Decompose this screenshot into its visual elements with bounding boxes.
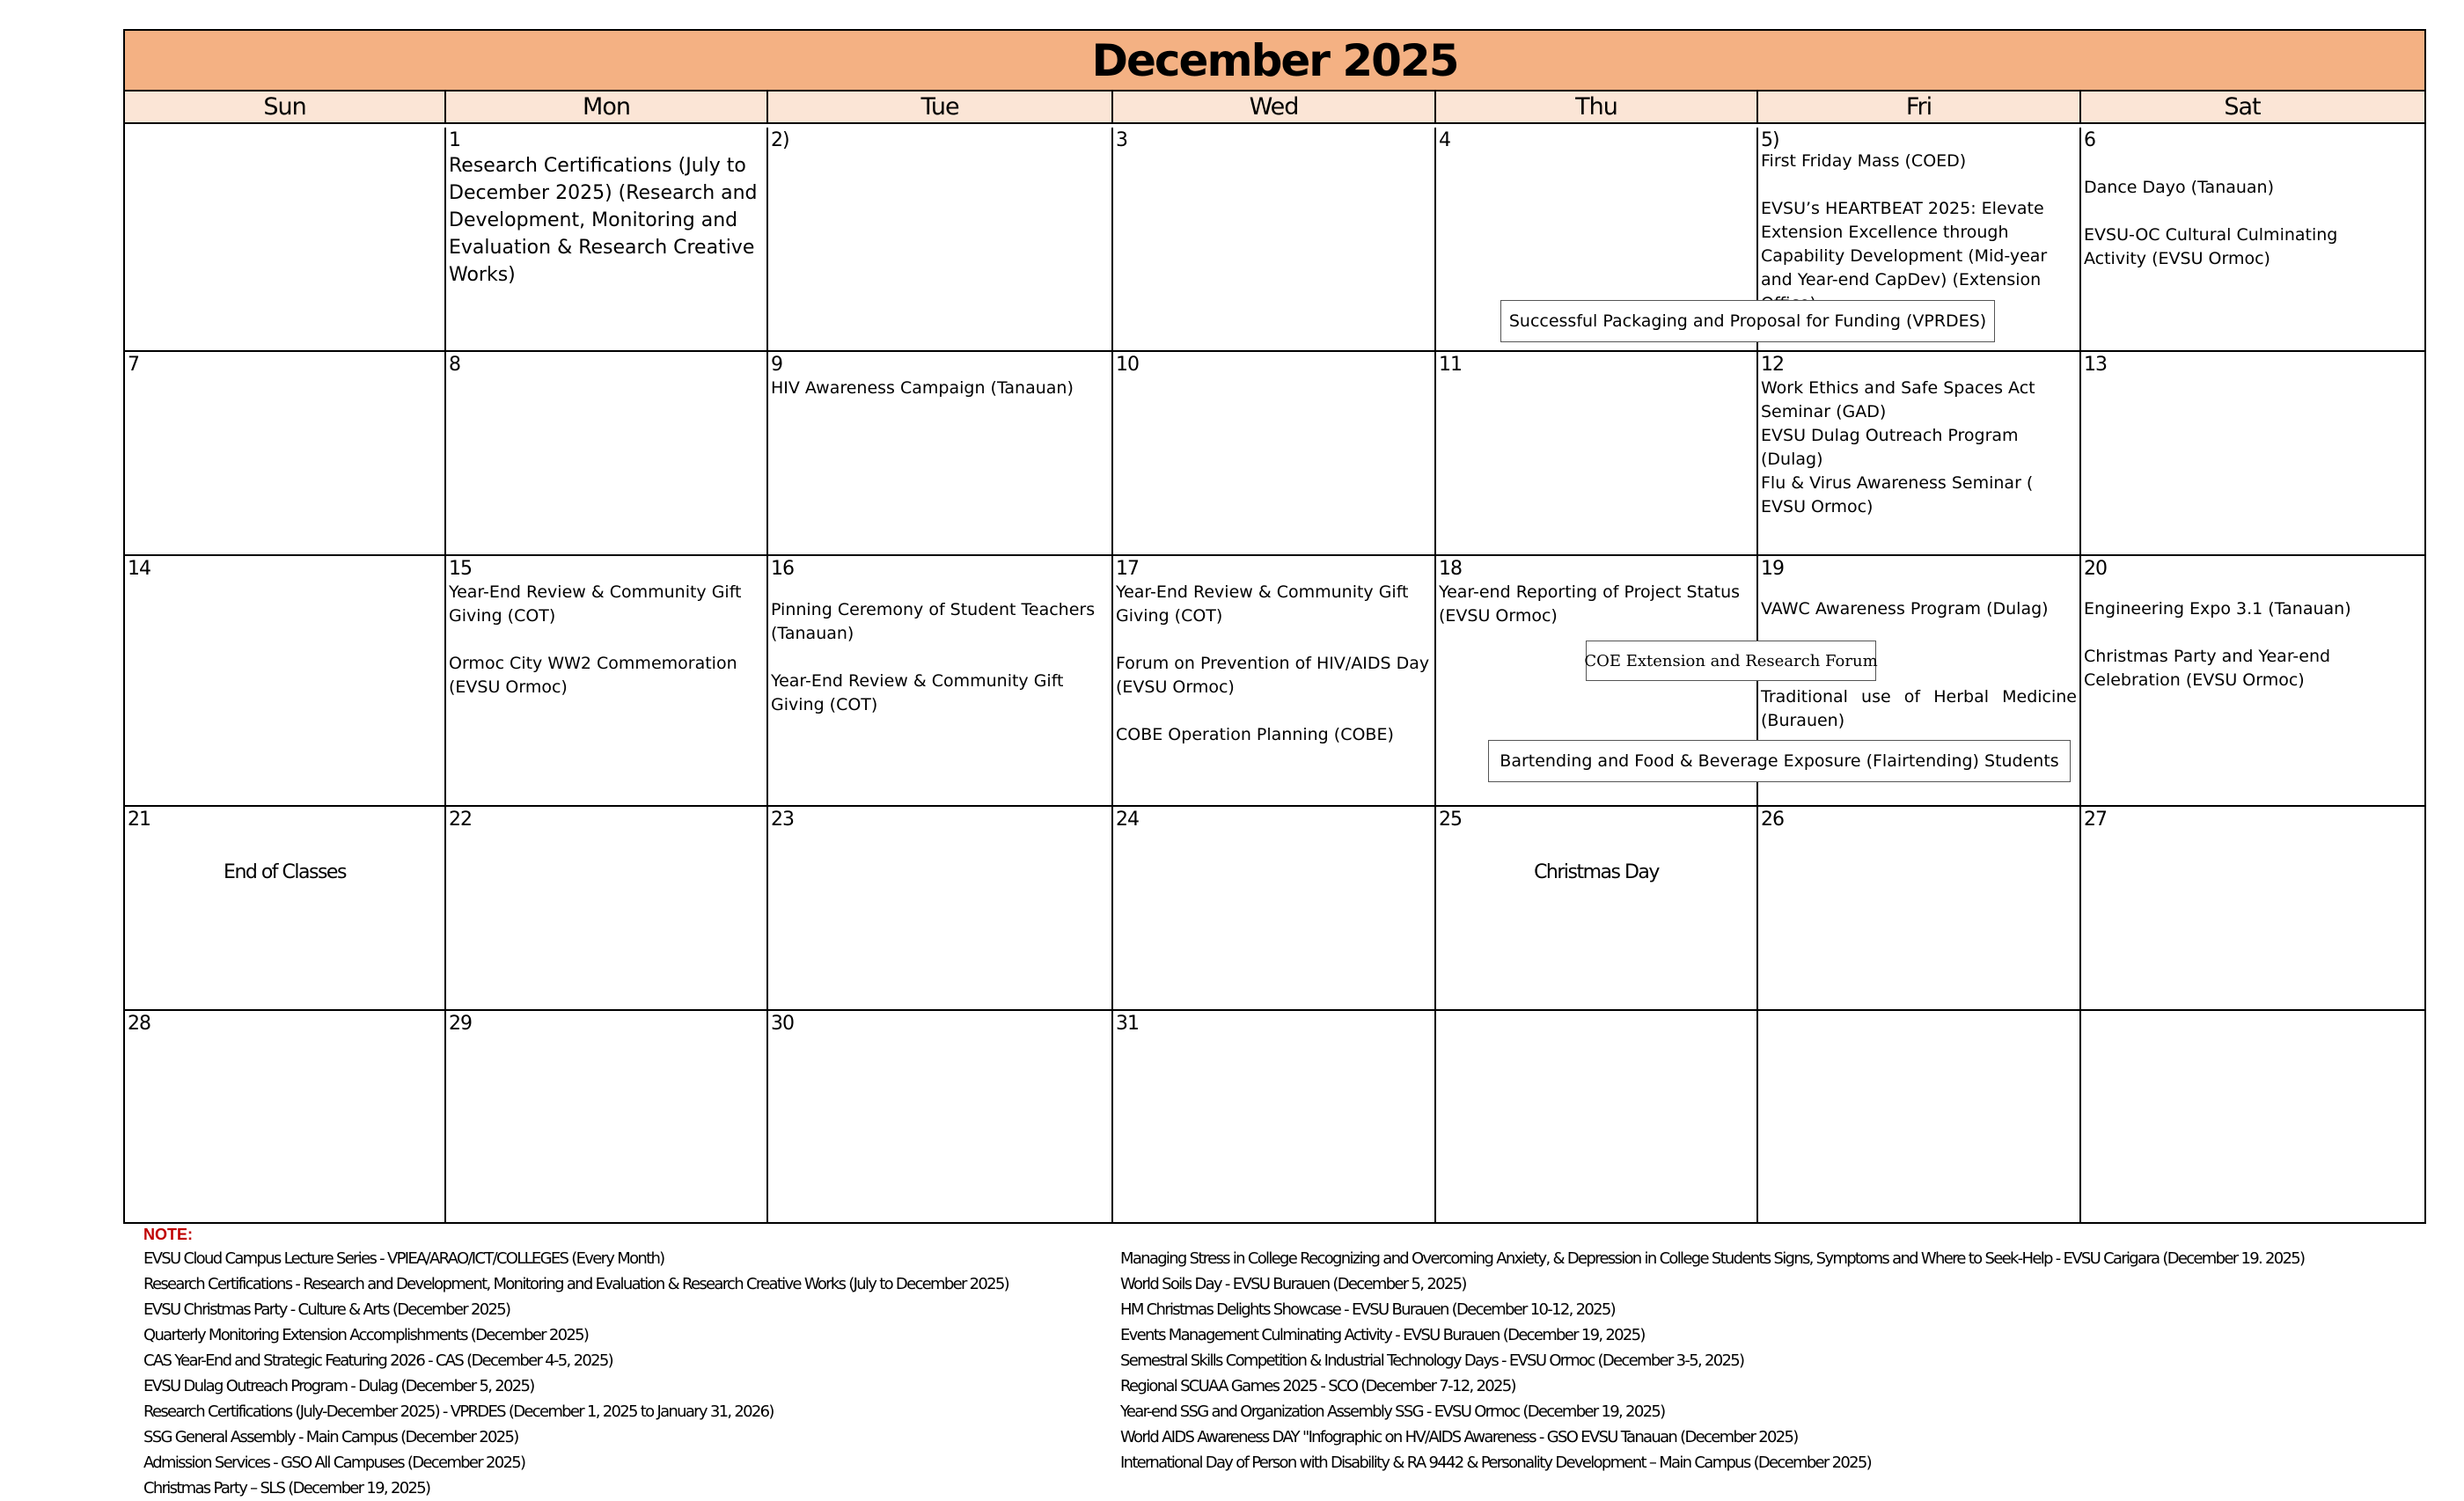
- calendar-title-bar: [125, 31, 2424, 92]
- day-cell: [2081, 128, 2403, 350]
- day-cell: [768, 807, 1113, 1009]
- day-number: 10: [1116, 354, 1139, 376]
- weekday-wed: Wed: [1113, 92, 1436, 122]
- day-number: 20: [2084, 558, 2107, 580]
- day-number: 25: [1439, 809, 1462, 831]
- day-cell: [768, 556, 1113, 805]
- calendar-event: Dance Dayo (Tanauan): [2084, 178, 2275, 197]
- day-number: 19: [1761, 558, 1784, 580]
- weekday-sat: Sat: [2224, 93, 2261, 121]
- day-number: 29: [449, 1013, 472, 1035]
- day-cell: [768, 128, 1113, 350]
- note-item: SSG General Assembly - Main Campus (December 2025): [143, 1428, 518, 1446]
- day-cell: [1113, 352, 1436, 554]
- note-item: HM Christmas Delights Showcase - EVSU Burauen (December 10-12, 2025): [1120, 1300, 1615, 1319]
- day-number: 3: [1116, 129, 1127, 151]
- calendar-event: VAWC Awareness Program (Dulag): [1761, 599, 2049, 619]
- day-cell: [1113, 556, 1436, 805]
- day-cell: [768, 352, 1113, 554]
- day-number: 12: [1761, 354, 1784, 376]
- calendar-event: Ormoc City WW2 Commemoration (EVSU Ormoc): [449, 654, 737, 697]
- note-item: Christmas Party – SLS (December 19, 2025): [143, 1479, 430, 1497]
- calendar: [123, 29, 2426, 1224]
- day-cell: [1113, 807, 1436, 1009]
- day-cell: [1436, 807, 1758, 1009]
- day-cell: [125, 128, 446, 350]
- weekday-header-row: [125, 92, 2424, 124]
- note-item: Year-end SSG and Organization Assembly SSG - EVSU Ormoc (December 19, 2025): [1120, 1402, 1665, 1421]
- calendar-event: Pinning Ceremony of Student Teachers (Tanauan): [771, 600, 1096, 643]
- notes-section: [143, 1225, 2431, 1497]
- day-cell: [125, 1011, 446, 1222]
- note-item: CAS Year-End and Strategic Featuring 2026 - CAS (December 4-5, 2025): [143, 1351, 612, 1370]
- day-number: 21: [128, 809, 150, 831]
- note-item: Managing Stress in College Recognizing and Overcoming Anxiety, & Depression in College Students Signs, Symptoms and Where to Seek-Help - EVSU Carigara (December 19. 2025): [1120, 1249, 2305, 1268]
- day-number: 9: [771, 354, 782, 376]
- weekday-fri: Fri: [1758, 92, 2081, 122]
- notes-left-column: [143, 1246, 1008, 1501]
- day-cell: [2081, 1011, 2403, 1222]
- note-item: International Day of Person with Disability & RA 9442 & Personality Development – Main Campus (December 2025): [1120, 1453, 1871, 1472]
- calendar-event: Year-End Review & Community Gift Giving (COT): [449, 582, 742, 626]
- note-item: Admission Services - GSO All Campuses (December 2025): [143, 1453, 525, 1472]
- day-cell: [1758, 807, 2081, 1009]
- calendar-title: December 2025: [1091, 34, 1458, 86]
- day-cell: [1113, 128, 1436, 350]
- calendar-event: First Friday Mass (COED): [1761, 151, 1967, 171]
- note-item: Semestral Skills Competition & Industrial Technology Days - EVSU Ormoc (December 3-5, 2025): [1120, 1351, 1744, 1370]
- calendar-event: Christmas Party and Year-end Celebration (EVSU Ormoc): [2084, 647, 2331, 690]
- week-row: [125, 556, 2424, 807]
- note-item: EVSU Cloud Campus Lecture Series - VPIEA/ARAO/ICT/COLLEGES (Every Month): [143, 1249, 664, 1268]
- day-number: 4: [1439, 129, 1450, 151]
- day-number: 13: [2084, 354, 2107, 376]
- day-cell: [446, 556, 768, 805]
- day-number: 28: [128, 1013, 150, 1035]
- weekday-tue: Tue: [768, 92, 1113, 122]
- notes-label: NOTE:: [143, 1226, 193, 1243]
- day-cell: [2081, 556, 2403, 805]
- week-row: [125, 128, 2424, 352]
- day-number: 14: [128, 558, 150, 580]
- calendar-event: Year-End Review & Community Gift Giving (COT): [1116, 582, 1409, 626]
- calendar-event: EVSU’s HEARTBEAT 2025: Elevate Extension Excellence through Capability Development (Mid-year and Year-end CapDev) (Extension: [1761, 199, 2048, 289]
- day-cell: [1758, 352, 2081, 554]
- day-cell: [2081, 352, 2403, 554]
- week-row: [125, 352, 2424, 556]
- day-number: 16: [771, 558, 794, 580]
- day-number: 6: [2084, 129, 2095, 151]
- weekday-sun: Sun: [125, 92, 446, 122]
- calendar-event: Forum on Prevention of HIV/AIDS Day (EVSU Ormoc): [1116, 654, 1430, 697]
- day-cell: [125, 556, 446, 805]
- weekday-mon: Mon: [446, 92, 768, 122]
- note-item: Quarterly Monitoring Extension Accomplishments (December 2025): [143, 1326, 589, 1344]
- week-row: [125, 807, 2424, 1011]
- event-box-coe-forum: COE Extension and Research Forum: [1586, 641, 1876, 681]
- day-number: 17: [1116, 558, 1139, 580]
- day-number: 11: [1439, 354, 1462, 376]
- day-cell: [1758, 1011, 2081, 1222]
- calendar-event: Work Ethics and Safe Spaces Act Seminar (GAD): [1761, 378, 2035, 421]
- day-cell: [446, 352, 768, 554]
- note-item: EVSU Christmas Party - Culture & Arts (December 2025): [143, 1300, 510, 1319]
- day-number: 18: [1439, 558, 1462, 580]
- day-number: 5): [1761, 129, 1779, 151]
- day-label: Christmas Day: [1534, 861, 1659, 883]
- day-cell: [446, 807, 768, 1009]
- day-number: 24: [1116, 809, 1139, 831]
- note-item: Research Certifications - Research and Development, Monitoring and Evaluation & Research Creative Works (July to December 2025): [143, 1275, 1009, 1293]
- note-item: EVSU Dulag Outreach Program - Dulag (December 5, 2025): [143, 1377, 534, 1395]
- calendar-event: Year-end Reporting of Project Status (EVSU Ormoc): [1439, 582, 1741, 626]
- note-item: World AIDS Awareness DAY "Infographic on HV/AIDS Awareness - GSO EVSU Tanauan (December 2025): [1120, 1428, 1798, 1446]
- day-number: 1: [449, 129, 460, 151]
- event-box-funding: Successful Packaging and Proposal for Funding (VPRDES): [1500, 300, 1995, 342]
- day-cell: [2081, 807, 2403, 1009]
- day-number: 26: [1761, 809, 1784, 831]
- note-item: Events Management Culminating Activity - EVSU Burauen (December 19, 2025): [1120, 1326, 1645, 1344]
- note-item: Regional SCUAA Games 2025 - SCO (December 7-12, 2025): [1120, 1377, 1515, 1395]
- day-number: 27: [2084, 809, 2107, 831]
- event-box-bartending: Bartending and Food & Beverage Exposure (Flairtending) Students: [1488, 740, 2071, 782]
- day-cell: [1113, 1011, 1436, 1222]
- day-cell: [768, 1011, 1113, 1222]
- week-row: [125, 1011, 2424, 1222]
- note-item: World Soils Day - EVSU Burauen (December 5, 2025): [1120, 1275, 1466, 1293]
- calendar-event: COBE Operation Planning (COBE): [1116, 725, 1394, 744]
- calendar-event: EVSU Dulag Outreach Program (Dulag): [1761, 426, 2019, 469]
- calendar-event: Traditional use of Herbal Medicine (Burauen): [1761, 687, 2077, 730]
- day-number: 2): [771, 129, 789, 151]
- calendar-event: EVSU-OC Cultural Culminating Activity (EVSU Ormoc): [2084, 225, 2338, 268]
- day-number: 30: [771, 1013, 794, 1035]
- day-cell: [125, 352, 446, 554]
- day-number: 8: [449, 354, 460, 376]
- calendar-event: Engineering Expo 3.1 (Tanauan): [2084, 599, 2351, 619]
- day-number: 22: [449, 809, 472, 831]
- day-cell: [1436, 352, 1758, 554]
- calendar-event: Flu & Virus Awareness Seminar ( EVSU Ormoc): [1761, 473, 2034, 516]
- day-label: End of Classes: [224, 861, 346, 883]
- day-cell: [446, 1011, 768, 1222]
- day-number: 7: [128, 354, 139, 376]
- day-number: 23: [771, 809, 794, 831]
- day-cell: [1436, 1011, 1758, 1222]
- day-cell: [125, 807, 446, 1009]
- day-cell: [446, 128, 768, 350]
- calendar-event: Year-End Review & Community Gift Giving (COT): [771, 671, 1064, 714]
- calendar-event: Research Certifications (July to December 2025) (Research and Development, Monitoring and Evaluation & Research Creative Works): [449, 155, 758, 286]
- day-number: 31: [1116, 1013, 1139, 1035]
- note-item: Research Certifications (July-December 2025) - VPRDES (December 1, 2025 to January 31, 2026): [143, 1402, 774, 1421]
- notes-right-column: [1120, 1246, 2304, 1475]
- weekday-thu: Thu: [1436, 92, 1758, 122]
- calendar-event: HIV Awareness Campaign (Tanauan): [771, 378, 1074, 398]
- day-number: 15: [449, 558, 472, 580]
